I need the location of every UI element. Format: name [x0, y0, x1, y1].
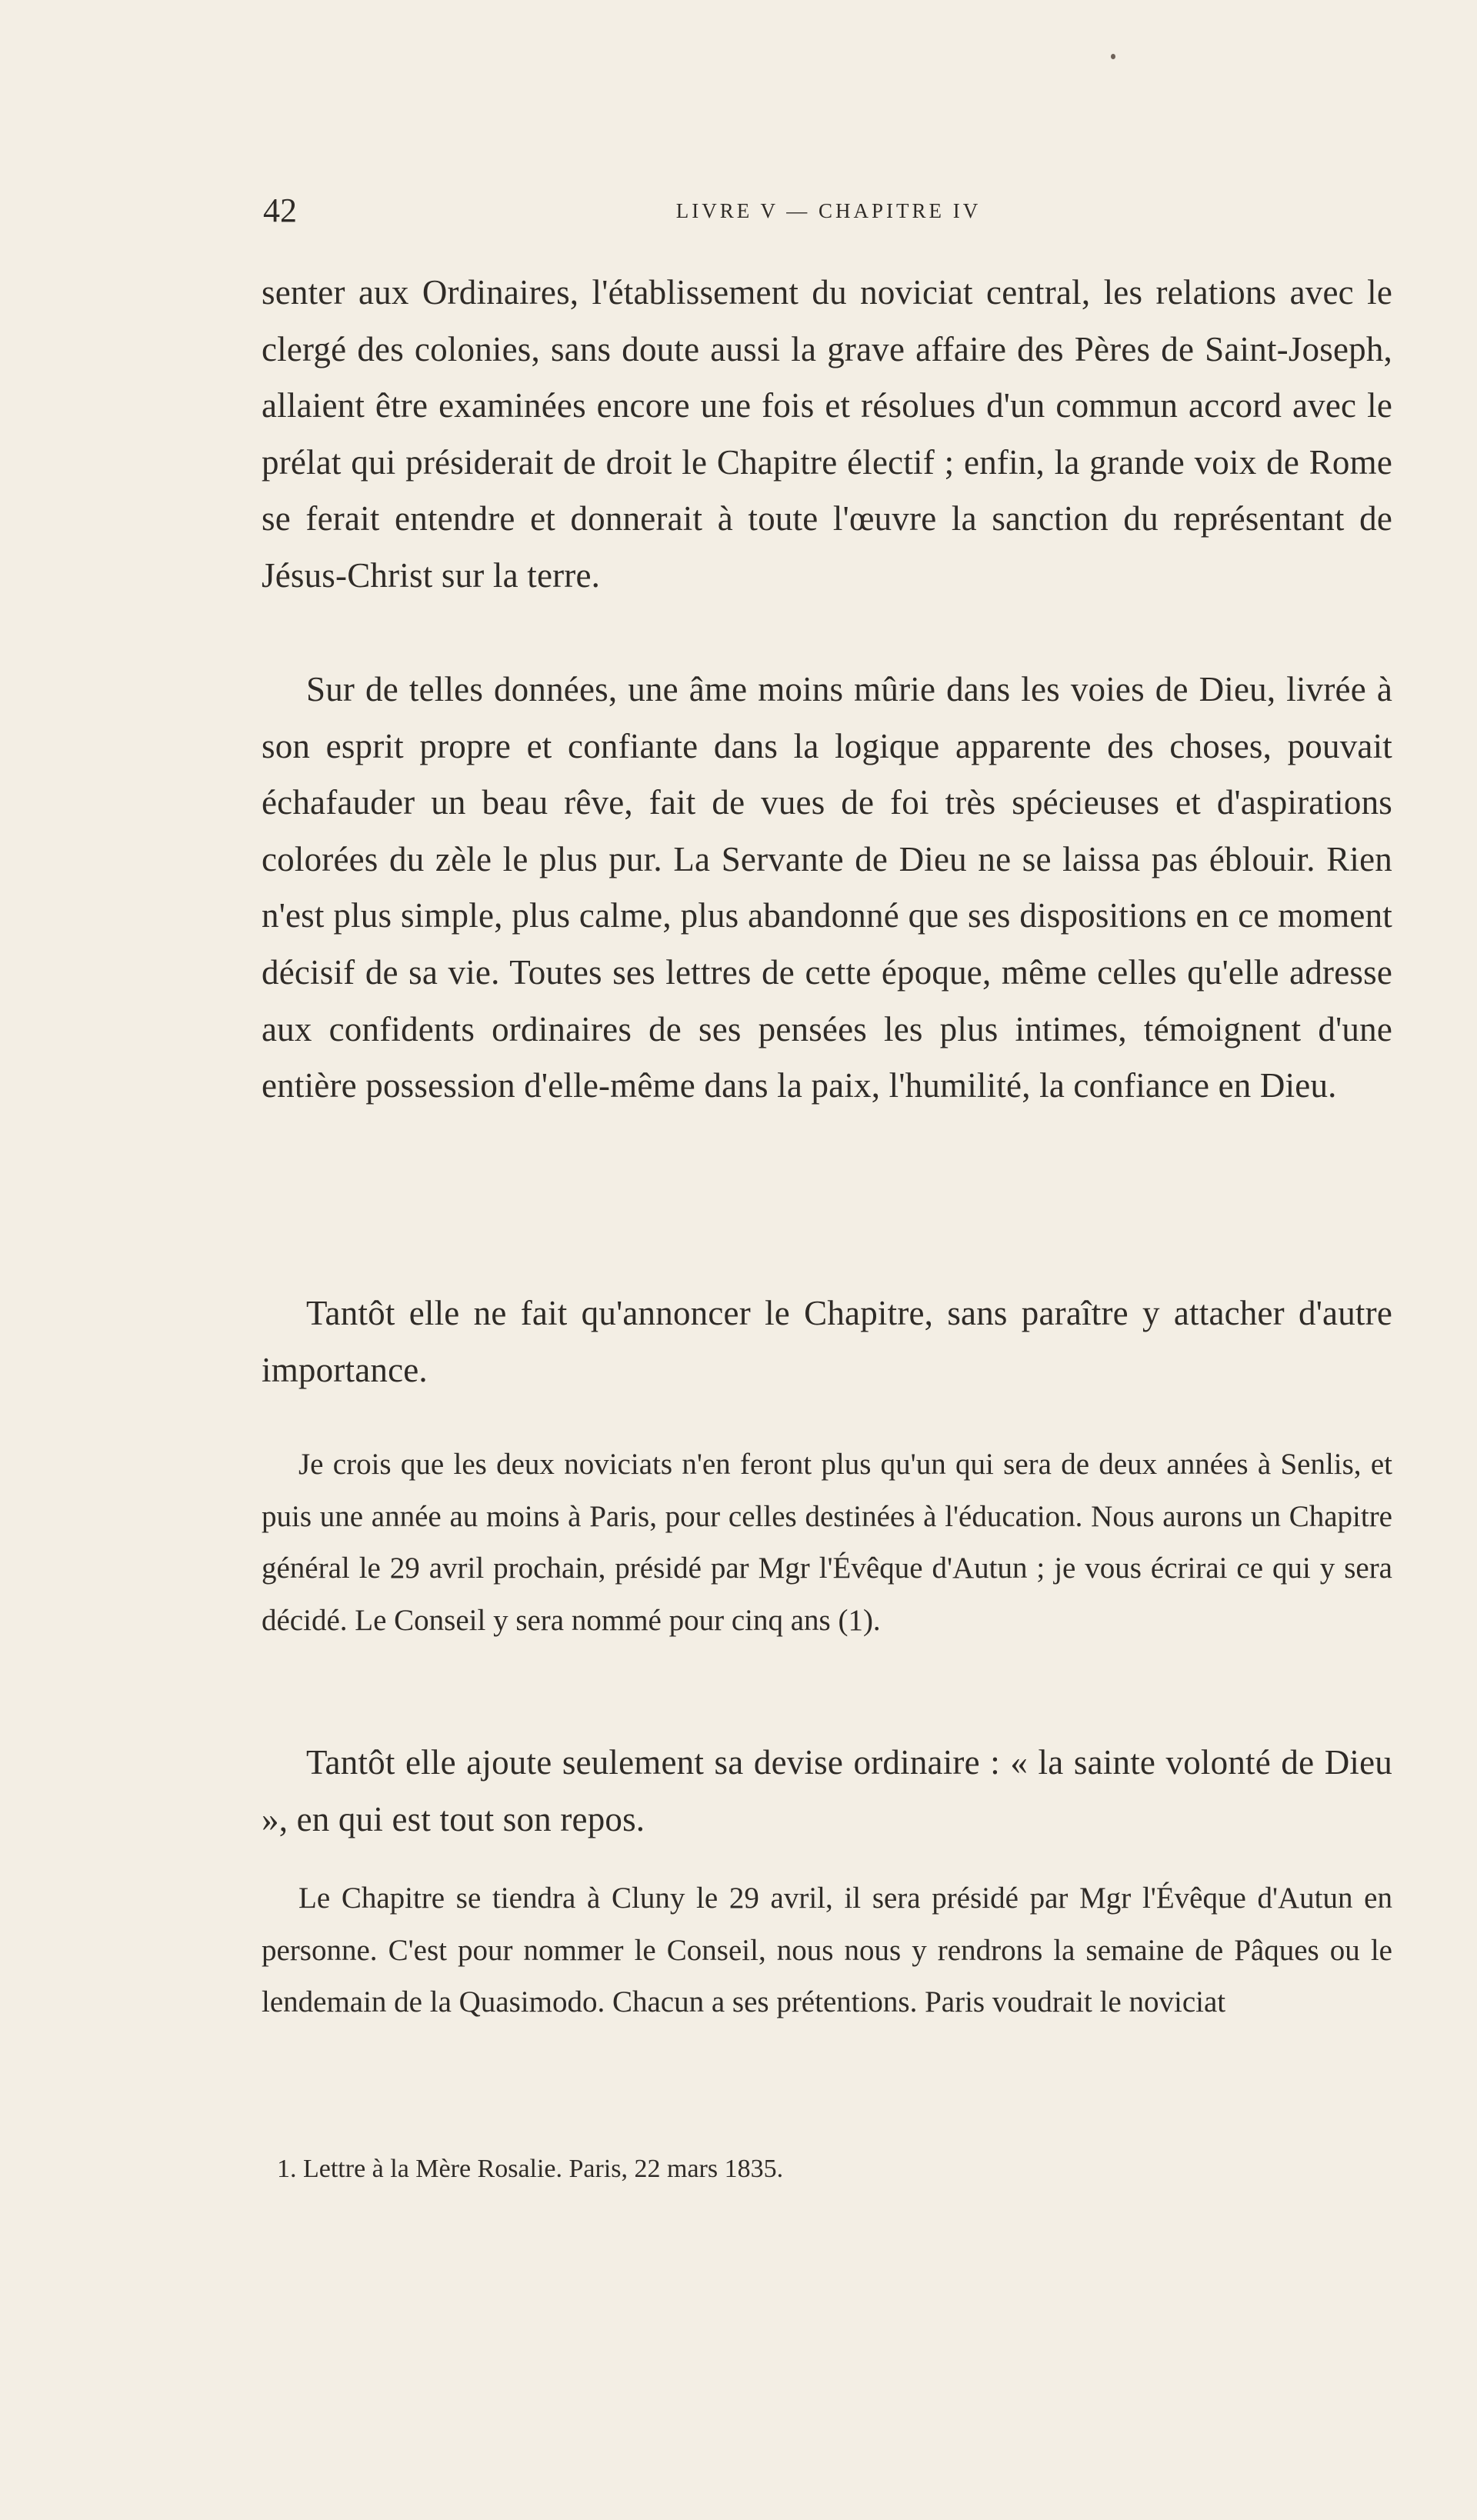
- quotation-2: Le Chapitre se tiendra à Cluny le 29 avril, il sera présidé par Mgr l'Évêque d'Autun en personne. C'est pour nommer le Conseil, nous nous y rendrons la semaine de Pâques ou le lendemain de la Quasimodo. Chacun a ses prétentions. Paris voudrait le noviciat: [262, 1882, 1392, 2018]
- paragraph-1: senter aux Ordinaires, l'établissement du noviciat central, les relations avec le clergé des colonies, sans doute aussi la grave affaire des Pères de Saint-Joseph, allaient être examinées encore une fois et résolues d'un commun accord avec le prélat qui présiderait de droit le Chapitre électif ; enfin, la grande voix de Rome se ferait entendre et donnerait à toute l'œuvre la sanction du représentant de Jésus-Christ sur la terre.: [262, 273, 1392, 595]
- paragraph-3: Tantôt elle ne fait qu'annoncer le Chapitre, sans paraître y attacher d'autre importance.: [262, 1294, 1392, 1389]
- page-number: 42: [263, 192, 297, 229]
- paper-speck: [1111, 54, 1115, 59]
- running-head: LIVRE V — CHAPITRE IV: [675, 199, 982, 222]
- page-header: [263, 188, 1394, 234]
- footnote-1: 1. Lettre à la Mère Rosalie. Paris, 22 mars 1835.: [277, 2155, 784, 2183]
- paragraph-2: Sur de telles données, une âme moins mûrie dans les voies de Dieu, livrée à son esprit propre et confiante dans la logique apparente des choses, pouvait échafauder un beau rêve, fait de vues de foi très spécieuses et d'aspirations colorées du zèle le plus pur. La Servante de Dieu ne se laissa pas éblouir. Rien n'est plus simple, plus calme, plus abandonné que ses dispositions en ce moment décisif de sa vie. Toutes ses lettres de cette époque, même celles qu'elle adresse aux confidents ordinaires de ses pensées les plus intimes, témoignent d'une entière possession d'elle-même dans la paix, l'humilité, la confiance en Dieu.: [262, 670, 1392, 1105]
- quotation-1: Je crois que les deux noviciats n'en feront plus qu'un qui sera de deux années à Senlis, et puis une année au moins à Paris, pour celles destinées à l'éducation. Nous aurons un Chapitre général le 29 avril prochain, présidé par Mgr l'Évêque d'Autun ; je vous écrirai ce qui y sera décidé. Le Conseil y sera nommé pour cinq ans (1).: [262, 1448, 1392, 1637]
- paragraph-4: Tantôt elle ajoute seulement sa devise ordinaire : « la sainte volonté de Dieu », en qui est tout son repos.: [262, 1743, 1392, 1838]
